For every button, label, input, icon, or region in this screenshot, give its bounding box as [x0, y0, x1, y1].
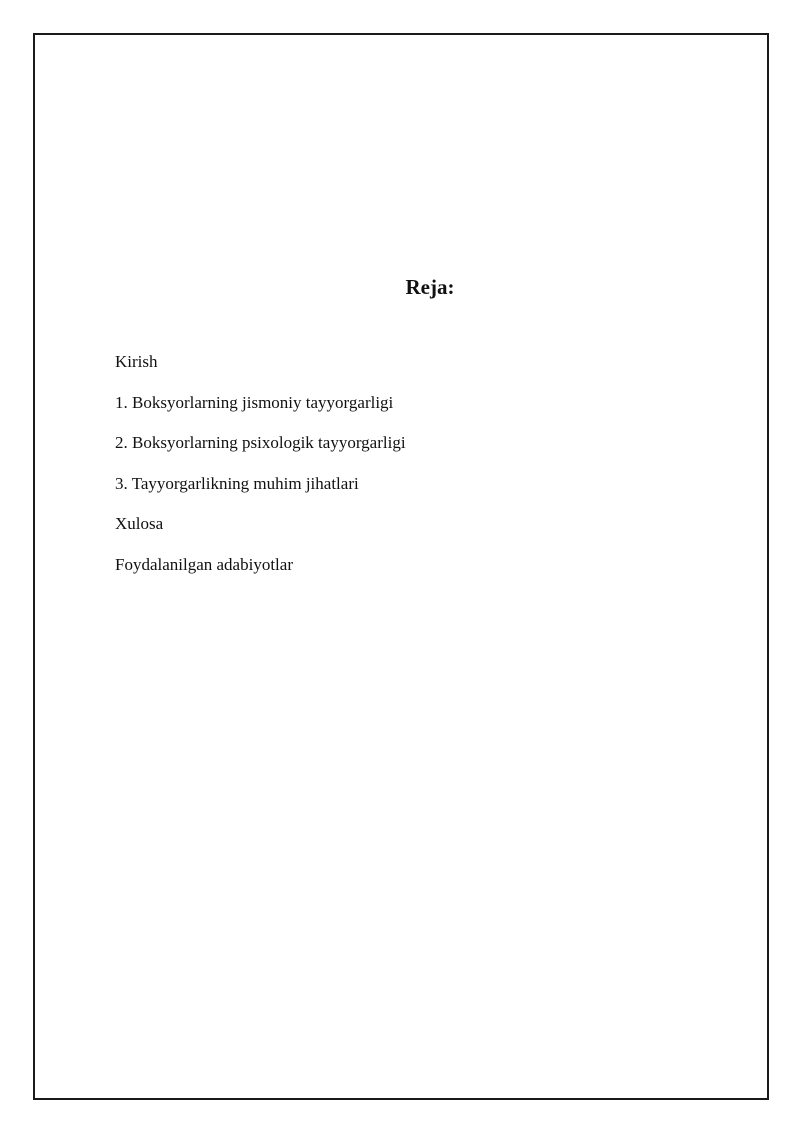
plan-item-important-aspects: 3. Tayyorgarlikning muhim jihatlari [115, 473, 359, 493]
plan-item-physical-preparation: 1. Boksyorlarning jismoniy tayyorgarligi [115, 392, 394, 412]
plan-list [115, 350, 406, 594]
plan-item-introduction: Kirish [115, 352, 158, 371]
plan-item-conclusion: Xulosa [115, 514, 164, 534]
plan-item-references: Foydalanilgan adabiyotlar [115, 554, 293, 574]
page-title: Reja: [405, 275, 455, 299]
plan-item-psychological-preparation: 2. Boksyorlarning psixologik tayyorgarligi [115, 433, 406, 453]
